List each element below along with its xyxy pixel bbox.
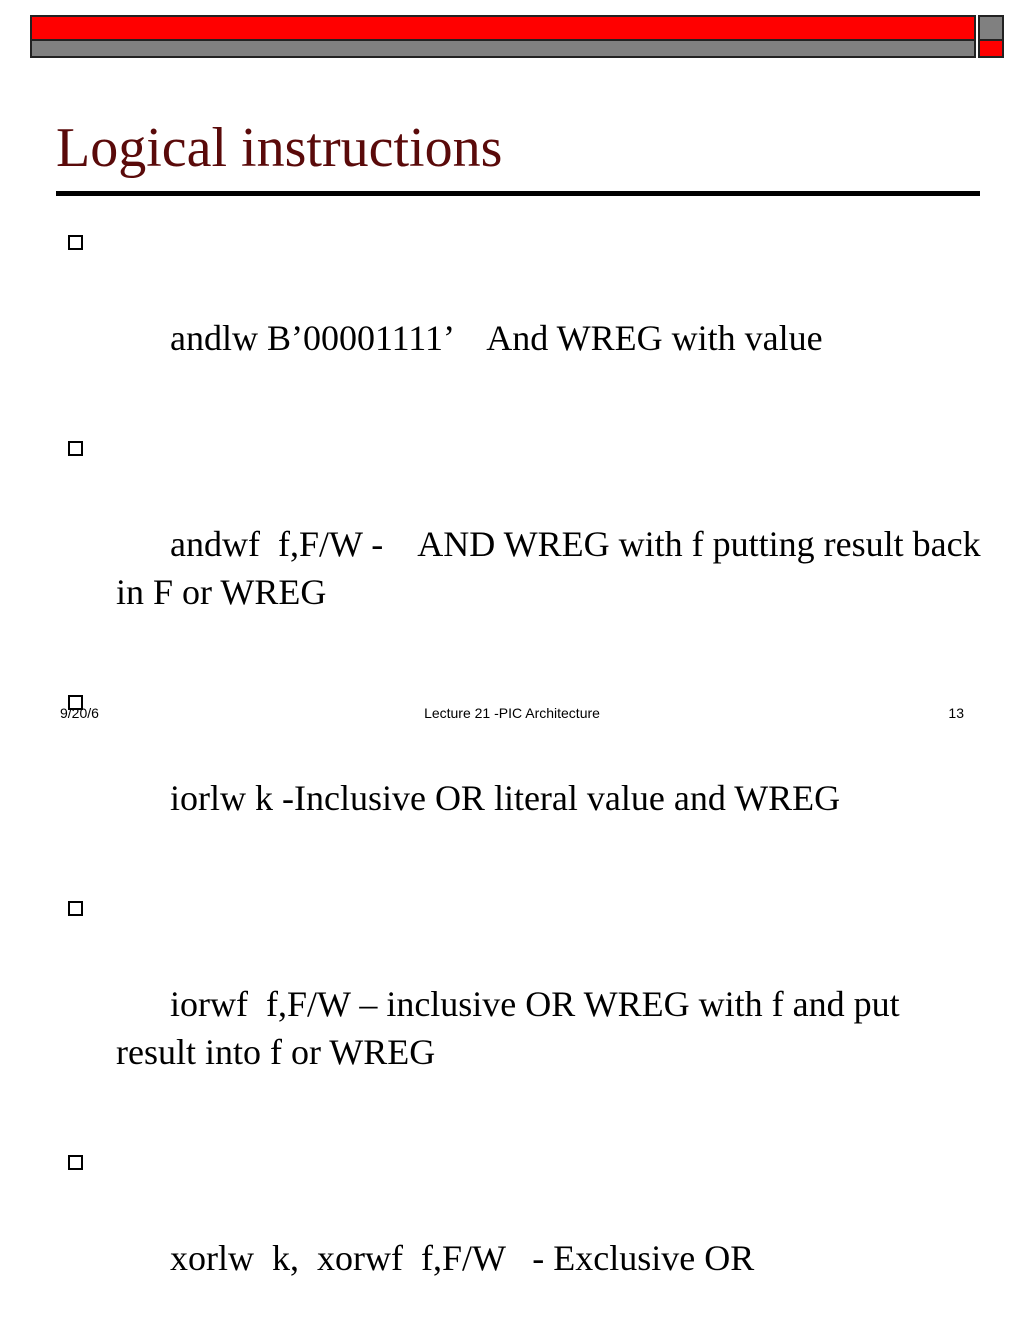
bullet-text: iorlw k -Inclusive OR literal value and WREG — [170, 778, 841, 818]
title-underline — [56, 191, 980, 196]
footer-date: 9/20/6 — [60, 705, 99, 721]
header-band-gray — [30, 41, 976, 58]
bullet-item — [66, 1138, 986, 1330]
bullet-list — [66, 218, 990, 1344]
bullet-text: iorwf f,F/W – inclusive OR WREG with f and put result into f or WREG — [116, 984, 909, 1072]
bullet-item — [66, 218, 986, 410]
bullet-item — [66, 884, 986, 1124]
header-corner-box-gray — [978, 15, 1004, 41]
bullet-item — [66, 424, 990, 664]
hollow-square-icon — [68, 901, 83, 916]
hollow-square-icon — [68, 235, 83, 250]
header-band-red — [30, 15, 976, 41]
bullet-text: andlw B’00001111’ And WREG with value — [170, 318, 823, 358]
hollow-square-icon — [68, 1155, 83, 1170]
footer-lecture-title: Lecture 21 -PIC Architecture — [424, 705, 600, 721]
bullet-text: andwf f,F/W - AND WREG with f putting result back in F or WREG — [116, 524, 990, 612]
slide-title: Logical instructions — [56, 117, 503, 179]
footer-page-number: 13 — [948, 705, 964, 721]
header-corner-box-red — [978, 41, 1004, 58]
bullet-text: xorlw k, xorwf f,F/W - Exclusive OR — [170, 1238, 755, 1278]
hollow-square-icon — [68, 441, 83, 456]
